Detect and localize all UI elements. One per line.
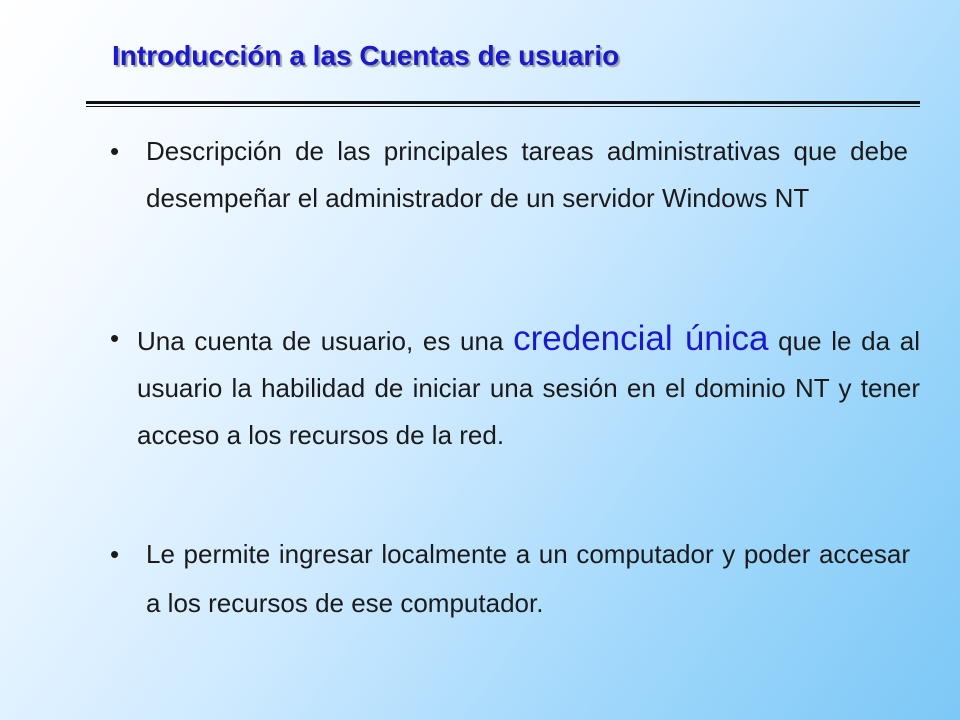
title-divider-thick (86, 101, 920, 104)
title-divider-thin (86, 106, 920, 107)
highlight-credencial-unica: credencial única (513, 319, 769, 358)
bullet-2-text (137, 315, 920, 459)
bullet-1-text: Descripción de las principales tareas administrativas que debe desempeñar el administrador de un servidor Windows NT (146, 136, 908, 213)
bullet-2-text-before: Una cuenta de usuario, es una (137, 326, 514, 356)
bullet-1-marker: • (110, 136, 120, 166)
bullet-2-text-after: que le da al usuario la habilidad de iniciar una sesión en el dominio NT y tener acceso a los recursos de la red. (137, 326, 920, 450)
bullet-3-text: Le permite ingresar localmente a un computador y poder accesar a los recursos de ese computador. (146, 539, 910, 618)
slide-title: Introducción a las Cuentas de usuario (112, 40, 620, 71)
bullet-3-marker: • (110, 539, 120, 569)
bullet-2-marker: • (110, 323, 120, 353)
